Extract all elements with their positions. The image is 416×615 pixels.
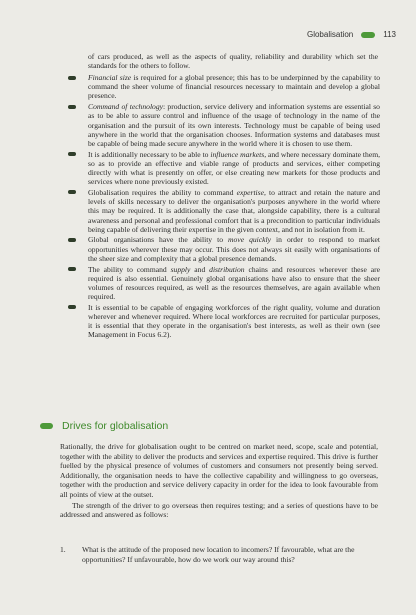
- bullet-text: , and where necessary dominate them, so as to provide an effective and viable range of products and services, either competing directly with what is presently on offer, or else creating new markets for those products and services where none previously existed.: [88, 149, 380, 187]
- item-number: 1.: [60, 545, 66, 554]
- bullet-item: [68, 73, 380, 101]
- paragraph: The strength of the driver to go overseas then requires testing; and a series of questions have to be addressed and answered as follows:: [60, 500, 378, 520]
- bullet-pre: The ability to command: [88, 264, 171, 274]
- pill-icon: [40, 423, 53, 429]
- lead-paragraph: of cars produced, as well as the aspects of quality, reliability and durability which set the standards for the others to follow.: [88, 52, 378, 71]
- bullet-pre: It is essential to be capable of engaging workforces of the right quality, volume and duration wherever and whenever required. Where local workforces are recruited for particular purposes, it is essential that they operate in the organisation's best interests, as well as their own (see Management in Focus 6.2).: [88, 302, 380, 340]
- bullet-item: [68, 150, 380, 187]
- bullet-icon: [68, 238, 76, 242]
- bullet-term: expertise: [236, 187, 264, 197]
- bullet-text: , to attract and retain the nature and levels of skills necessary to deliver the organisation's purposes anywhere in the world where this may be required. It is additionally the case that, alongside capability, there is a cultural awareness and personal and professional comfort that is a precondition to particular individuals being capable of delivering their expertise in the given context, and not in isolation from it.: [88, 187, 381, 234]
- bullet-term: influence markets: [210, 149, 265, 159]
- bullet-item: [68, 303, 380, 340]
- bullet-icon: [68, 190, 76, 194]
- bullet-icon: [68, 105, 76, 109]
- bullet-term: Financial size: [88, 73, 132, 82]
- section-title: Drives for globalisation: [62, 420, 169, 432]
- bullet-pre: It is additionally necessary to be able to: [88, 149, 211, 159]
- bullet-pre: Global organisations have the ability to: [88, 235, 229, 245]
- section-body: [60, 442, 378, 520]
- numbered-list: [60, 545, 378, 564]
- bullet-icon: [68, 305, 76, 309]
- bullet-text: chains and resources wherever these are required is also essential. Genuinely global organisations have also to ensure that the sheer volumes of resources required, as well as the resources themselves, are again available when required.: [88, 264, 381, 302]
- bullet-text: : production, service delivery and information systems are essential so as to be able to assure control and influence of the usage of technology in the name of the organisation and the pursuit of its own interests. Technology must be capable of being used anywhere in the world that the organisation chooses. Information systems and databases must be capable of being made secure anywhere in the world where it is chosen to use them.: [88, 102, 380, 148]
- page-number: 113: [383, 30, 396, 39]
- bullet-text: in order to respond to market opportunities wherever these may occur. This does not always sit easily with organisations of the sheer size and complexity that a global presence demands.: [88, 235, 380, 263]
- pill-icon: [361, 32, 375, 38]
- running-title: Globalisation: [306, 30, 354, 39]
- bullet-icon: [68, 152, 76, 156]
- bullet-item: [68, 188, 380, 234]
- bullet-term: Command of technology: [88, 102, 164, 112]
- bullet-item: [68, 102, 380, 148]
- item-text: What is the attitude of the proposed new location to incomers? If favourable, what are the opportunities? If unfavourable, how do we work our way around this?: [82, 545, 355, 564]
- bullet-term-2: distribution: [209, 264, 245, 274]
- section-heading: [40, 420, 168, 432]
- bullet-pre: Globalisation requires the ability to command: [88, 187, 237, 197]
- bullet-item: [68, 235, 380, 263]
- bullet-list: [68, 73, 380, 341]
- bullet-icon: [68, 267, 76, 271]
- bullet-icon: [68, 76, 76, 80]
- bullet-term: supply: [170, 264, 191, 274]
- bullet-term: move quickly: [228, 235, 272, 245]
- bullet-mid: and: [190, 264, 210, 274]
- bullet-item: [68, 265, 380, 302]
- bullet-text: is required for a global presence; this has to be underpinned by the capability to command the sheer volume of financial resources necessary to maintain and develop a global presence.: [88, 73, 380, 101]
- numbered-item: [60, 545, 378, 564]
- paragraph: Rationally, the drive for globalisation ought to be centred on market need, scope, scale and potential, together with the ability to deliver the products and services and expertise required. This drive is further fuelled by the physical presence of volumes of customers and consumers not presently being served. Additionally, the organisation needs to have the collective capability and willingness to go overseas, together with the production and service delivery capacity in order for the idea to look favourable from all points of view at the outset.: [60, 442, 378, 499]
- running-head: [307, 30, 396, 39]
